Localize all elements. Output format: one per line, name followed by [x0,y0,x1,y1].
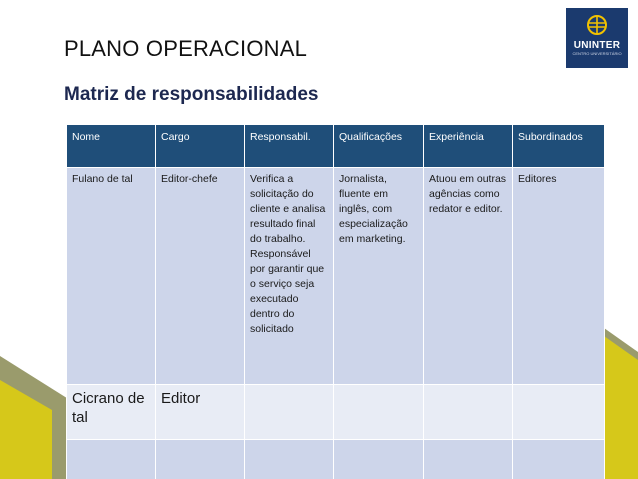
header-experiencia: Experiência [424,125,513,168]
cell-experiencia: Atuou em outras agências como redator e editor. [424,168,513,385]
header-qualificacoes: Qualificações [334,125,424,168]
deco-right-yellow [604,336,638,479]
table-row [67,385,605,440]
cell-responsabilidades [245,385,334,440]
table-row [67,168,605,385]
slide-subtitle: Matriz de responsabilidades [64,84,319,105]
cell-experiencia [424,385,513,440]
cell-nome [67,440,156,479]
cell-subordinados [513,385,605,440]
cell-nome: Cicrano de tal [67,385,156,440]
cell-qualificacoes: Jornalista, fluente em inglês, com especialização em marketing. [334,168,424,385]
header-cargo: Cargo [156,125,245,168]
cell-responsabilidades: Verifica a solicitação do cliente e analisa resultado final do trabalho. Responsável por garantir que o serviço seja executado dentro do solicitado [245,168,334,385]
cell-experiencia [424,440,513,479]
logo-subtitle: CENTRO UNIVERSITÁRIO [572,51,622,56]
cell-responsabilidades [245,440,334,479]
cell-nome: Fulano de tal [67,168,156,385]
cell-qualificacoes [334,385,424,440]
table-header-row [67,125,605,168]
slide-title: PLANO OPERACIONAL [64,36,308,61]
header-responsabilidades: Responsabil. [245,125,334,168]
header-nome: Nome [67,125,156,168]
cell-cargo: Editor-chefe [156,168,245,385]
header-subordinados: Subordinados [513,125,605,168]
cell-qualificacoes [334,440,424,479]
logo-name: UNINTER [573,40,621,51]
globe-icon [586,14,608,36]
table-row [67,440,605,479]
uninter-logo [566,8,628,68]
cell-subordinados [513,440,605,479]
cell-cargo: Editor [156,385,245,440]
cell-cargo [156,440,245,479]
responsibility-matrix [66,124,605,479]
cell-subordinados: Editores [513,168,605,385]
